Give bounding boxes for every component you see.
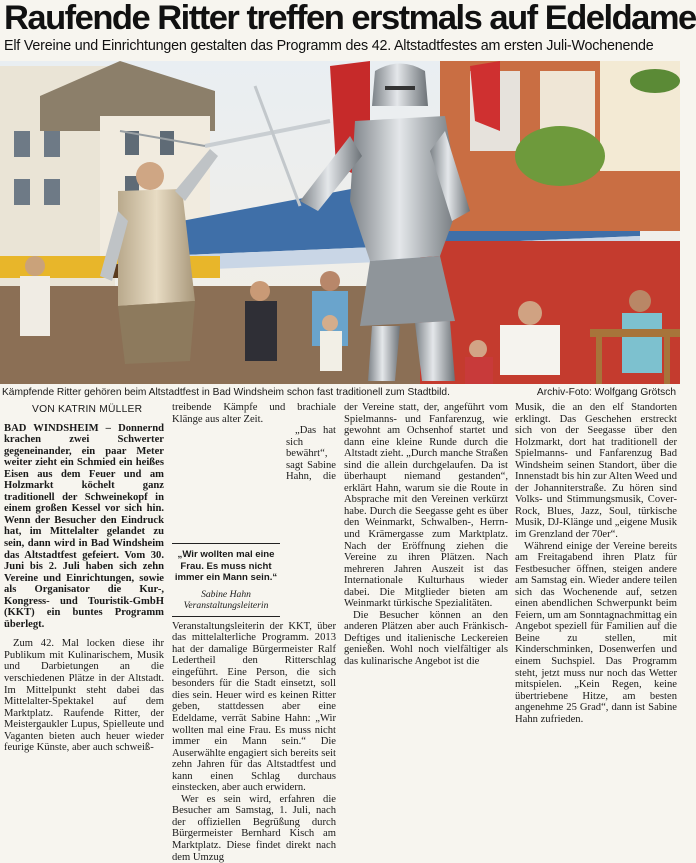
article-column-2 [172,402,336,863]
photo-credit: Archiv-Foto: Wolfgang Grötsch [536,387,676,398]
article-column-3 [344,402,508,668]
headline: Raufende Ritter treffen erstmals auf Edeldame [4,0,696,37]
body-paragraph: Die Besucher können an den anderen Plätzen aber auch Fränkisch-Deftiges und italienische Leckereien genießen. Wohl noch vielfältiger als das kulinarische Angebot ist die [344,609,508,668]
pull-quote-role: Veranstaltungsleiterin [183,600,269,612]
subheadline: Elf Vereine und Einrichtungen gestalten das Programm des 42. Altstadtfestes am ersten Juli-Wochenende [4,38,654,54]
body-paragraph: Während einige der Vereine bereits am Freitagabend ihren Platz für Festbesucher öffnen, steigen andere am Samstag ein. Wieder andere teilen sich das Wochenende auf, setzen einen abendlichen Schwerpunkt beim Feiern, um am Sonntagnachmittag ein Angebot speziell für Familien auf die Beine zu stellen, mit Kinderschminken, Dosenwerfen und einem Suchspiel. Das Programm steht, jetzt muss nur noch das Wetter mitspielen. „Kein Regen, keine übertriebene Hitze, am besten angenehme 25 Grad“, dann ist Sabine Hahn zufrieden. [515,540,677,725]
article-column-4 [515,402,677,725]
body-paragraph: der Vereine statt, der, angeführt vom Spielmanns- und Fanfarenzug, wie gewohnt am Ochsenhof startet und dann eine kleine Runde durch die Altstadt zieht. „Durch manche Straßen sind die allein durchgelaufen. Da ist überhaupt niemand gestanden“, erklärt Hahn, warum sie die Route in Absprache mit den Vereinen verkürzt habe. Durch die Seegasse geht es über den Weinmarkt, Schwalben-, Herrn- und Krämergasse zum Marktplatz. Nach der Eröffnung ziehen die Vereine zu ihren Plätzen. Nach mehreren Jahren Auszeit ist das Internationale Kulturhaus wieder dabei. Die Mitglieder bieten am Weinmarkt türkische Spezialitäten. [344,402,508,610]
article-column-1 [4,402,164,754]
body-paragraph: Zum 42. Mal locken diese ihr Publikum mit Kulinarischem, Musik und Darbietungen an die verschiedenen Plätze in der Altstadt. Im Mittelpunkt steht dabei das Mittelalter-Spektakel auf dem Marktplatz. Raufende Ritter, der Meistergaukler Lupus, Spielleute und Vaganten bieten auch heuer wieder feurige Künste, aber auch schweiß- [4,638,164,754]
photo-caption-bar [0,386,680,400]
photo-caption: Kämpfende Ritter gehören beim Altstadtfest in Bad Windsheim schon fast traditionell zum Stadtbild. [2,387,450,398]
pull-quote: „Wir wollten mal eine Frau. Es muss nicht immer ein Mann sein.“ [174,549,278,584]
pull-quote-author: Sabine Hahn [201,588,251,600]
body-paragraph: Wer es sein wird, erfahren die Besucher am Samstag, 1. Juli, nach der offiziellen Begrüßung durch Bürgermeister Bernhard Kisch am Marktplatz. Diese findet direkt nach dem Umzug [172,793,336,863]
body-paragraph: treibende Kämpfe und brachiale Klänge aus alter Zeit. [172,402,336,425]
body-paragraph: Musik, die an den elf Standorten erklingt. Das Geschehen erstreckt sich von der Seegasse über den Holzmarkt, dort hat traditionell der Spielmanns- und Fanfarenzug Bad Windsheim seinen Standort, über die Innenstadt bis hin zur Alten Weed und der Johanniterstraße. Zu hören sind Volks- und Stimmungsmusik, Cover-Rock, Blues, Jazz, Soul, türkische Musik, DJ-Klänge und „eigene Musik im Grenzland der 70er“. [515,402,677,541]
byline: VON KATRIN MÜLLER [32,404,143,415]
pull-quote-box [172,543,280,617]
body-paragraph: „Das hat sich bewährt“, sagt Sabine Hahn, die Veranstaltungsleiterin der KKT, über das mittelalterliche Programm. 2013 hat der damalige Bürgermeister Ralf Ledertheil den Ritterschlag eingeführt. Eine Person, die sich besonders für die Stadt einsetzt, soll dies sein. Heuer wird es keinen Ritter geben, stattdessen aber eine Edeldame, verrät Sabine Hahn: „Wir wollten mal eine Frau. Es muss nicht immer ein Mann sein.“ Die Auserwählte engagiert sich bereits seit zehn Jahren für das Altstadtfest und kann einen Schlag durchaus einstecken, aber auch erwidern. [172,425,336,794]
article-photo [0,61,680,384]
lead-paragraph: BAD WINDSHEIM – Donnernd krachen zwei Schwerter gegeneinander, ein paar Meter weiter zieht ein Schmied ein heißes Eisen aus dem Feuer und am Holzmarkt köchelt ganz traditionell der Schweinekopf in einem großen Kessel vor sich hin. Wenn der Besucher den Eindruck hat, im Mittelalter gelandet zu sein, dann wird in Bad Windsheim das Altstadtfest gefeiert. Vom 30. Juni bis 2. Juli haben sich zehn Vereine und Einrichtungen, sowie als Organisator die Kur-, Kongress- und Touristik-GmbH (KKT) ein buntes Programm überlegt. [4,422,164,630]
